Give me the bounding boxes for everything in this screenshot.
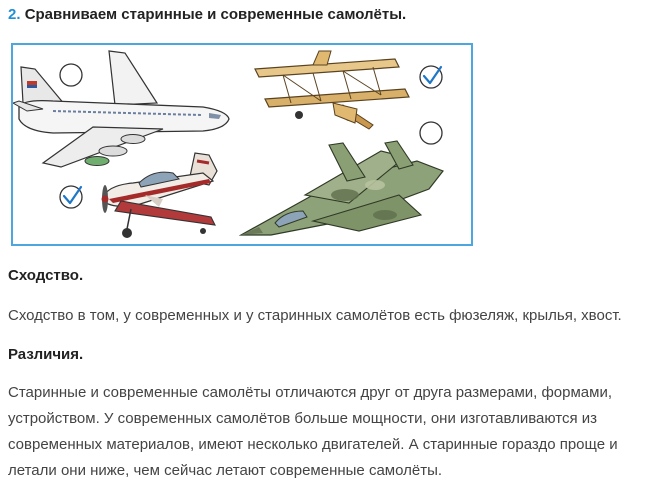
old-biplane (255, 51, 409, 129)
choice-circle-fighter-jet[interactable] (420, 122, 442, 144)
task-heading (8, 6, 406, 23)
similarity-title: Сходство. (8, 267, 84, 284)
choice-circle-old-biplane[interactable] (420, 66, 442, 88)
choice-circle-passenger-jet[interactable] (60, 64, 82, 86)
differences-line-1: Старинные и современные самолёты отличаются друг от друга размерами, формами, (8, 384, 613, 401)
similarity-text: Сходство в том, у современных и у старинных самолётов есть фюзеляж, крылья, хвост. (8, 307, 622, 324)
task-number: 2. (8, 6, 21, 23)
task-title: Сравниваем старинные и современные самолёты. (24, 6, 407, 23)
sport-propeller-plane (102, 153, 218, 238)
airplanes-illustration (13, 45, 471, 244)
choice-circle-sport-plane[interactable] (60, 186, 82, 208)
passenger-jet (13, 51, 229, 167)
differences-line-2: устройством. У современных самолётов больше мощности, они изготавливаются из (8, 410, 598, 427)
fighter-jet (241, 141, 443, 235)
differences-line-3: современных материалов, имеют несколько двигателей. А старинные гораздо проще и (8, 436, 618, 453)
differences-line-4: летали они ниже, чем сейчас летают современные самолёты. (8, 462, 443, 479)
airplanes-figure (11, 43, 473, 246)
differences-title: Различия. (8, 346, 84, 363)
